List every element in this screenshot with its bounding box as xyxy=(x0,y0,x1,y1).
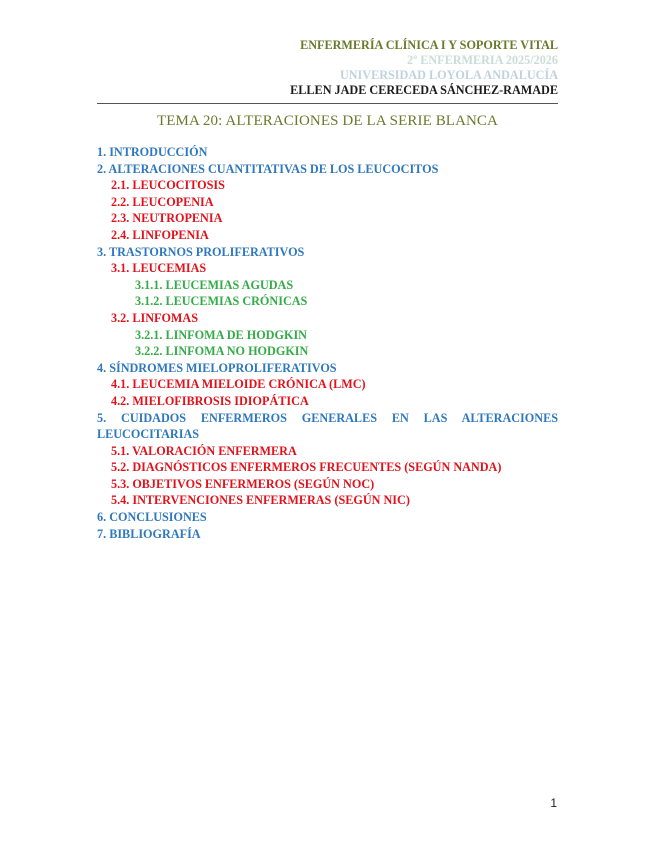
header-course: ENFERMERÍA CLÍNICA I Y SOPORTE VITAL xyxy=(300,38,558,52)
toc-item-3[interactable]: 3. TRASTORNOS PROLIFERATIVOS xyxy=(97,244,305,259)
table-of-contents xyxy=(97,144,558,542)
toc-item-2-2[interactable]: 2.2. LEUCOPENIA xyxy=(111,194,214,209)
toc-item-5-4[interactable]: 5.4. INTERVENCIONES ENFERMERAS (SEGÚN NIC) xyxy=(111,493,410,508)
page-number: 1 xyxy=(550,796,557,810)
toc-item-4-1[interactable]: 4.1. LEUCEMIA MIELOIDE CRÓNICA (LMC) xyxy=(111,377,366,392)
toc-item-3-2[interactable]: 3.2. LINFOMAS xyxy=(111,310,199,325)
toc-item-2-3[interactable]: 2.3. NEUTROPENIA xyxy=(111,211,223,226)
toc-item-3-2-2[interactable]: 3.2.2. LINFOMA NO HODGKIN xyxy=(135,344,309,359)
toc-item-5-1[interactable]: 5.1. VALORACIÓN ENFERMERA xyxy=(111,443,297,458)
toc-item-5-2[interactable]: 5.2. DIAGNÓSTICOS ENFERMEROS FRECUENTES (SEGÚN NANDA) xyxy=(111,460,502,475)
toc-item-2-1[interactable]: 2.1. LEUCOCITOSIS xyxy=(111,178,225,193)
toc-item-4-2[interactable]: 4.2. MIELOFIBROSIS IDIOPÁTICA xyxy=(111,393,309,408)
toc-item-2-4[interactable]: 2.4. LINFOPENIA xyxy=(111,227,209,242)
toc-item-5-3[interactable]: 5.3. OBJETIVOS ENFERMEROS (SEGÚN NOC) xyxy=(111,476,375,491)
toc-item-6[interactable]: 6. CONCLUSIONES xyxy=(97,510,207,525)
document-header xyxy=(290,38,558,98)
header-divider xyxy=(97,103,558,104)
header-university: UNIVERSIDAD LOYOLA ANDALUCÍA xyxy=(339,68,558,82)
toc-item-5[interactable]: 5. CUIDADOS ENFERMEROS GENERALES EN LAS ALTERACIONES LEUCOCITARIAS xyxy=(97,410,558,442)
toc-item-1[interactable]: 1. INTRODUCCIÓN xyxy=(97,145,208,159)
toc-item-4[interactable]: 4. SÍNDROMES MIELOPROLIFERATIVOS xyxy=(97,360,337,375)
page-title: TEMA 20: ALTERACIONES DE LA SERIE BLANCA xyxy=(157,113,498,129)
header-author: ELLEN JADE CERECEDA SÁNCHEZ-RAMADE xyxy=(290,83,558,97)
toc-item-3-2-1[interactable]: 3.2.1. LINFOMA DE HODGKIN xyxy=(135,327,307,342)
toc-item-7[interactable]: 7. BIBLIOGRAFÍA xyxy=(97,526,201,541)
header-year: 2º ENFERMERIA 2025/2026 xyxy=(407,53,558,67)
toc-item-3-1-2[interactable]: 3.1.2. LEUCEMIAS CRÓNICAS xyxy=(135,294,308,309)
toc-item-2[interactable]: 2. ALTERACIONES CUANTITATIVAS DE LOS LEUCOCITOS xyxy=(97,161,439,176)
toc-item-3-1-1[interactable]: 3.1.1. LEUCEMIAS AGUDAS xyxy=(135,277,294,292)
toc-item-3-1[interactable]: 3.1. LEUCEMIAS xyxy=(111,261,207,276)
